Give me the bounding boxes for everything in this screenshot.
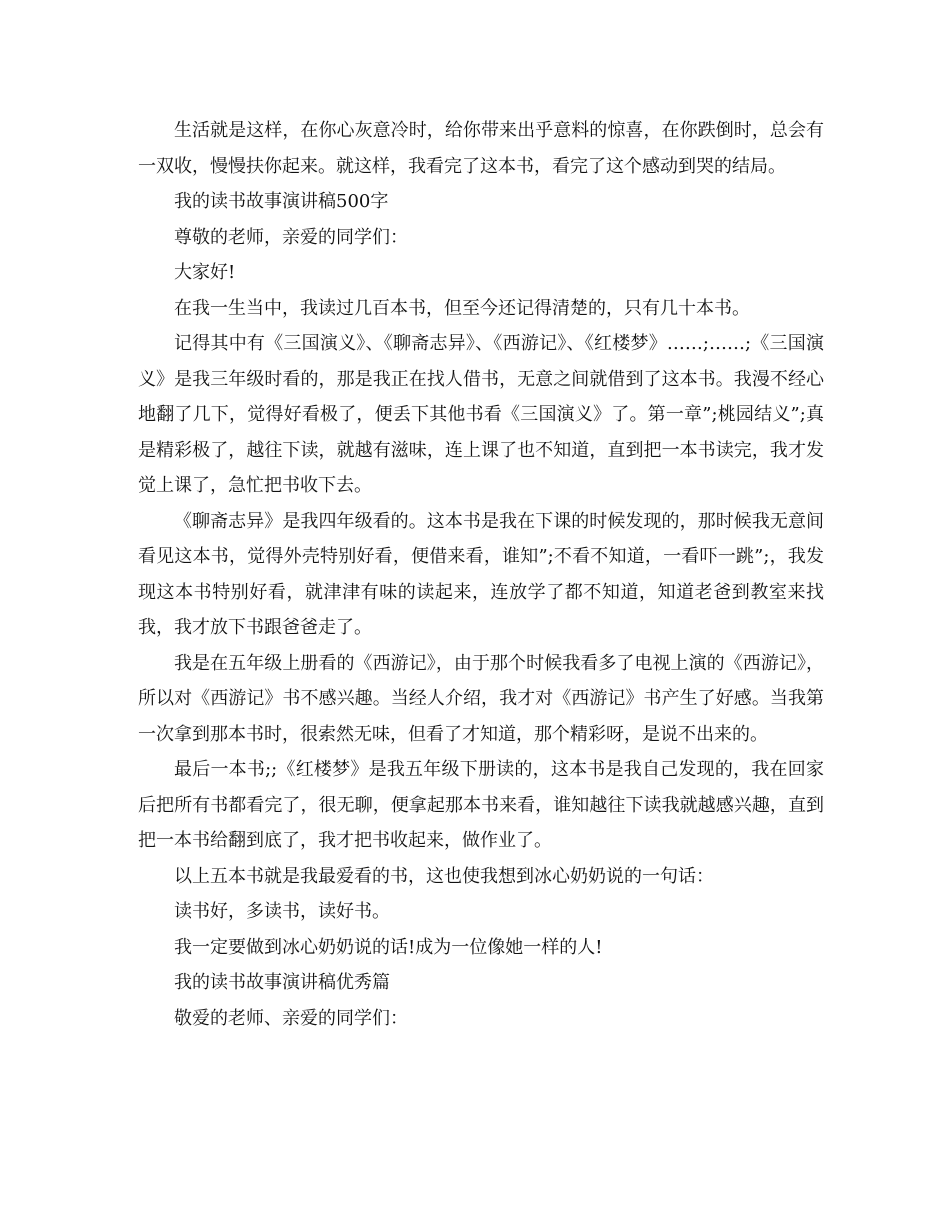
salutation: 敬爱的老师、亲爱的同学们： <box>174 1007 408 1029</box>
paragraph: 最后一本书;;《红楼梦》是我五年级下册读的，这本书是我自己发现的，我在回家后把所有书都看完了，很无聊，便拿起那本书来看，谁知越往下读我就越感兴趣，直到把一本书给翻到底了，我才把书收起来，做作业了。 <box>138 759 824 851</box>
paragraph: 读书好，多读书，读好书。 <box>174 901 390 922</box>
greeting: 大家好! <box>174 262 236 283</box>
paragraph: 生活就是这样，在你心灰意冷时，给你带来出乎意料的惊喜，在你跌倒时，总会有一双收，慢慢扶你起来。就这样，我看完了这本书，看完了这个感动到哭的结局。 <box>138 120 824 177</box>
paragraph: 我是在五年级上册看的《西游记》，由于那个时候我看多了电视上演的《西游记》，所以对《西游记》书不感兴趣。当经人介绍，我才对《西游记》书产生了好感。当我第一次拿到那本书时，很索然无味，但看了才知道，那个精彩呀，是说不出来的。 <box>138 652 824 745</box>
section-heading: 我的读书故事演讲稿优秀篇 <box>174 972 390 993</box>
section-heading: 我的读书故事演讲稿500字 <box>174 191 389 212</box>
salutation: 尊敬的老师，亲爱的同学们： <box>174 226 408 248</box>
paragraph: 记得其中有《三国演义》、《聊斋志异》、《西游记》、《红楼梦》……;……;《三国演义》是我三年级时看的，那是我正在找人借书，无意之间就借到了这本书。我漫不经心地翻了几下，觉得好看极了，便丢下其他书看《三国演义》了。第一章”;桃园结义”;真是精彩极了，越往下读，就越有滋味，连上课了也不知道，直到把一本书读完，我才发觉上课了，急忙把书收下去。 <box>138 333 824 496</box>
paragraph: 《聊斋志异》是我四年级看的。这本书是我在下课的时候发现的，那时候我无意间看见这本书，觉得外壳特别好看，便借来看，谁知”;不看不知道，一看吓一跳”;，我发现这本书特别好看，就津津有味的读起来，连放学了都不知道，知道老爸到教室来找我，我才放下书跟爸爸走了。 <box>138 510 824 638</box>
paragraph: 我一定要做到冰心奶奶说的话!成为一位像她一样的人! <box>174 936 603 958</box>
document-body <box>138 113 824 1036</box>
paragraph: 以上五本书就是我最爱看的书，这也使我想到冰心奶奶说的一句话： <box>174 865 714 887</box>
paragraph: 在我一生当中，我读过几百本书，但至今还记得清楚的，只有几十本书。 <box>174 297 750 319</box>
